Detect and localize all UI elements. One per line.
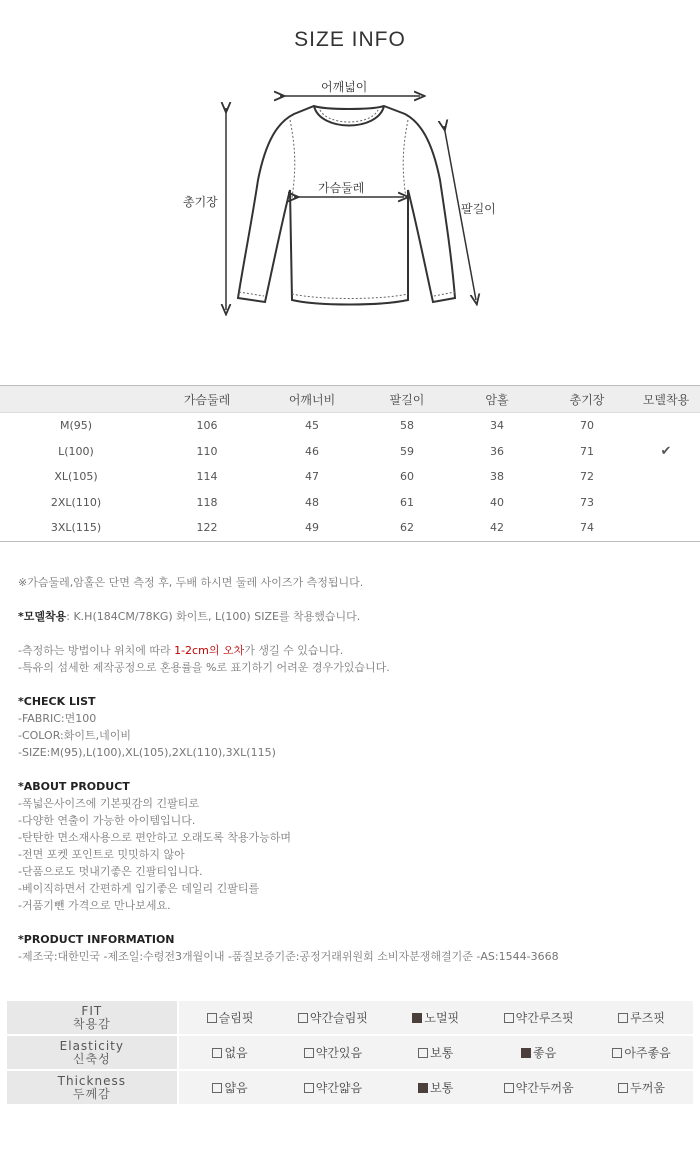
model-cell <box>632 413 700 439</box>
tshirt-outline <box>238 106 455 305</box>
list-item: -FABRIC:면100 <box>18 712 97 725</box>
chest-cell: 114 <box>196 470 218 484</box>
checkbox-icon <box>612 1048 622 1058</box>
list-item: -탄탄한 면소재사용으로 편안하고 오래도록 착용가능하며 <box>18 831 291 844</box>
shoulder-cell: 45 <box>305 419 319 433</box>
thickness-option <box>179 1071 282 1106</box>
size-table <box>0 385 700 542</box>
chest-label: 가슴둘레 <box>318 181 365 195</box>
sleeve-cell: 58 <box>400 419 414 433</box>
size-table-header <box>0 386 700 413</box>
table-row <box>0 464 700 490</box>
option-label: 보통 <box>430 1046 454 1060</box>
checkmark-icon: ✔ <box>660 443 672 459</box>
elasticity-row-heading <box>7 1036 179 1071</box>
option-label: 슬림핏 <box>218 1011 254 1025</box>
option-label: 아주좋음 <box>624 1046 671 1060</box>
checkbox-icon <box>212 1048 222 1058</box>
sleeve-cell: 60 <box>400 470 414 484</box>
sleeve-cell: 62 <box>362 515 452 541</box>
option-label: 루즈핏 <box>630 1011 665 1025</box>
header-cell <box>0 386 152 413</box>
tshirt-illustration <box>0 70 700 340</box>
length-cell: 70 <box>580 419 594 433</box>
length-cell: 73 <box>580 495 594 509</box>
checkbox-icon <box>618 1083 628 1093</box>
checkbox-icon <box>298 1013 308 1023</box>
elasticity-option <box>179 1036 282 1071</box>
checkbox-icon <box>212 1083 222 1093</box>
thickness-row <box>7 1071 693 1106</box>
header-cell: 총기장 <box>542 386 632 413</box>
shoulder-cell: 49 <box>262 515 362 541</box>
header-cell: 어깨너비 <box>262 386 362 413</box>
option-label: 약간두꺼움 <box>515 1081 574 1095</box>
model-cell <box>632 515 700 541</box>
checkbox-checked-icon <box>418 1083 428 1093</box>
about-product-heading: *ABOUT PRODUCT <box>18 780 130 793</box>
checkbox-checked-icon <box>521 1048 531 1058</box>
option-label: 약간루즈핏 <box>515 1011 574 1025</box>
option-label: 보통 <box>430 1081 454 1095</box>
fit-option <box>281 1001 384 1036</box>
armhole-cell: 40 <box>490 495 504 509</box>
fit-table <box>7 1001 693 1106</box>
list-item: -폭넓은사이즈에 기본핏감의 긴팔티로 <box>18 797 199 810</box>
row-label-en: Elasticity <box>59 1038 124 1053</box>
page-title: SIZE INFO <box>294 28 406 51</box>
product-information-text: -제조국:대한민국 -제조일:수령전3개월이내 -품질보증기준:공정거래위원회 소비자분쟁해결기준 -AS:1544-3668 <box>18 950 559 963</box>
list-item: -전면 포켓 포인트로 밋밋하지 않아 <box>18 848 185 861</box>
row-label-ko: 착용감 <box>72 1016 111 1031</box>
row-label-en: FIT <box>81 1003 103 1018</box>
sleeve-cell: 59 <box>400 444 414 458</box>
checkbox-icon <box>418 1048 428 1058</box>
product-notes <box>18 574 688 965</box>
chest-cell: 110 <box>196 444 218 458</box>
fit-option <box>179 1001 282 1036</box>
checkbox-checked-icon <box>412 1013 422 1023</box>
row-label-en: Thickness <box>57 1073 126 1088</box>
chest-cell: 122 <box>152 515 262 541</box>
fit-row <box>7 1001 693 1036</box>
length-cell: 72 <box>580 470 594 484</box>
check-list-heading: *CHECK LIST <box>18 695 96 708</box>
list-item: -다양한 연출이 가능한 아이템입니다. <box>18 814 196 827</box>
option-label: 약간슬림핏 <box>309 1011 368 1025</box>
armhole-cell: 38 <box>490 470 504 484</box>
elasticity-option <box>590 1036 693 1071</box>
list-item: -단품으로도 멋내기좋은 긴팔티입니다. <box>18 865 203 878</box>
fit-option <box>590 1001 693 1036</box>
table-row <box>0 490 700 516</box>
thickness-row-heading <box>7 1071 179 1106</box>
shoulder-cell: 48 <box>305 495 319 509</box>
header-cell: 암홀 <box>452 386 542 413</box>
shoulder-label: 어깨넓이 <box>318 78 370 95</box>
elasticity-row <box>7 1036 693 1071</box>
elasticity-option <box>487 1036 590 1071</box>
row-label-ko: 두께감 <box>72 1086 111 1101</box>
armhole-cell: 42 <box>452 515 542 541</box>
option-label: 얇음 <box>224 1081 248 1095</box>
table-row <box>0 439 700 465</box>
checkbox-icon <box>618 1013 628 1023</box>
checkbox-icon <box>207 1013 217 1023</box>
size-cell: XL(105) <box>54 470 98 484</box>
length-cell: 71 <box>580 444 594 458</box>
row-label-ko: 신축성 <box>72 1051 111 1066</box>
table-row <box>0 515 700 541</box>
size-cell: M(95) <box>59 419 93 433</box>
checkbox-icon <box>304 1083 314 1093</box>
checkbox-icon <box>504 1083 514 1093</box>
model-info <box>18 608 688 625</box>
thickness-option <box>281 1071 384 1106</box>
error-text: 가 생길 수 있습니다. <box>244 644 344 657</box>
model-text: : K.H(184CM/78KG) 화이트, L(100) SIZE를 착용했습니다. <box>66 610 361 623</box>
model-cell <box>632 464 700 490</box>
list-item: -COLOR:화이트,네이비 <box>18 729 131 742</box>
elasticity-option <box>384 1036 487 1071</box>
size-cell: 2XL(110) <box>50 495 102 509</box>
chest-cell: 106 <box>196 419 218 433</box>
chest-cell: 118 <box>196 495 218 509</box>
error-note <box>18 642 688 659</box>
header-cell: 가슴둘레 <box>152 386 262 413</box>
model-heading: *모델착용 <box>18 610 67 623</box>
length-cell: 74 <box>542 515 632 541</box>
error-text: -측정하는 방법이나 위치에 따라 <box>18 644 175 657</box>
thickness-option <box>384 1071 487 1106</box>
shoulder-cell: 47 <box>305 470 319 484</box>
thickness-option <box>590 1071 693 1106</box>
option-label: 없음 <box>224 1046 248 1060</box>
product-information-heading: *PRODUCT INFORMATION <box>18 933 175 946</box>
list-item: -거품기뺀 가격으로 만나보세요. <box>18 899 171 912</box>
measure-note: ※가슴둘레,암홀은 단면 측정 후, 두배 하시면 둘레 사이즈가 측정됩니다. <box>18 576 364 589</box>
fit-row-heading <box>7 1001 179 1036</box>
size-cell: L(100) <box>58 444 94 458</box>
shoulder-cell: 46 <box>305 444 319 458</box>
table-row <box>0 413 700 439</box>
error-highlight: 1-2cm의 오차 <box>174 644 245 657</box>
header-cell: 모델착용 <box>632 386 700 413</box>
option-label: 노멀핏 <box>424 1011 460 1025</box>
model-cell <box>632 490 700 516</box>
option-label: 약간얇음 <box>315 1081 363 1095</box>
thickness-option <box>487 1071 590 1106</box>
fabric-note: -특유의 섬세한 제작공정으로 혼용률을 %로 표기하기 어려운 경우가있습니다. <box>18 661 390 674</box>
option-label: 두꺼움 <box>630 1081 665 1095</box>
elasticity-option <box>281 1036 384 1071</box>
sleeve-label: 팔길이 <box>461 202 496 216</box>
option-label: 약간있음 <box>315 1046 363 1060</box>
size-cell: 3XL(115) <box>0 515 152 541</box>
sleeve-cell: 61 <box>400 495 414 509</box>
checkbox-icon <box>504 1013 514 1023</box>
option-label: 좋음 <box>533 1046 557 1060</box>
armhole-cell: 34 <box>490 419 504 433</box>
list-item: -베이직하면서 간편하게 입기좋은 데일리 긴팔티를 <box>18 882 260 895</box>
checkbox-icon <box>304 1048 314 1058</box>
header-cell: 팔길이 <box>362 386 452 413</box>
armhole-cell: 36 <box>490 444 504 458</box>
fit-option <box>487 1001 590 1036</box>
size-diagram <box>0 70 700 340</box>
list-item: -SIZE:M(95),L(100),XL(105),2XL(110),3XL(115) <box>18 746 276 759</box>
length-label: 총기장 <box>183 195 218 209</box>
fit-option <box>384 1001 487 1036</box>
